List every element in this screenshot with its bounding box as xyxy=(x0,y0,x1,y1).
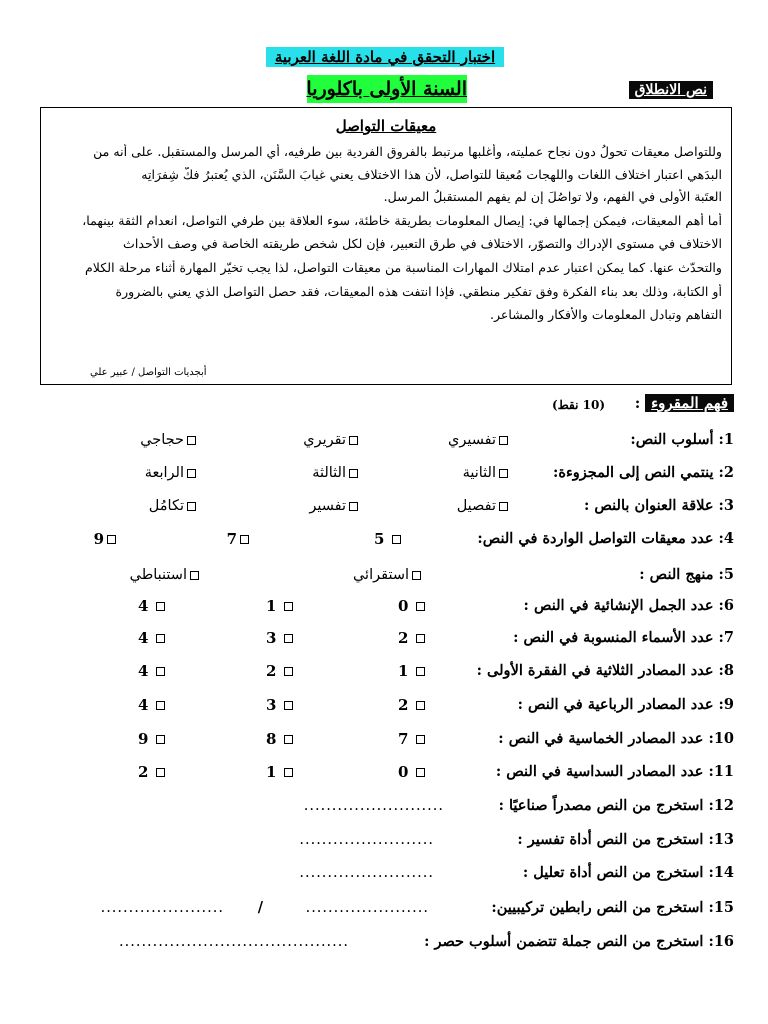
option[interactable]: 1 xyxy=(266,594,296,618)
option[interactable]: 2 xyxy=(138,760,168,784)
passage-line: البدَهي اعتبار اختلاف اللغات واللهجات مُعيقا للتواصل، لأن هذا الاختلاف يعني غيابَ السَّنَن، الذي يُعتبرُ فكَّ شِفرَاتِه xyxy=(141,167,722,182)
checkbox-icon[interactable] xyxy=(156,667,165,676)
question-row xyxy=(40,527,734,551)
checkbox-icon[interactable] xyxy=(156,768,165,777)
option[interactable]: الثانية xyxy=(463,461,511,485)
checkbox-icon[interactable] xyxy=(416,701,425,710)
question-row xyxy=(40,693,734,717)
checkbox-icon[interactable] xyxy=(416,667,425,676)
checkbox-icon[interactable] xyxy=(349,469,358,478)
option[interactable]: 3 xyxy=(266,626,296,650)
question-row xyxy=(40,563,734,587)
checkbox-icon[interactable] xyxy=(156,634,165,643)
option[interactable]: 5 xyxy=(374,527,404,551)
question-text: 7: عدد الأسماء المنسوبة في النص : xyxy=(513,629,734,646)
question-row xyxy=(40,828,734,852)
option[interactable]: 0 xyxy=(398,594,428,618)
option[interactable]: 9 xyxy=(138,727,168,751)
question-text: 6: عدد الجمل الإنشائية في النص : xyxy=(523,597,734,614)
passage-line: أما أهم المعيقات، فيمكن إجمالها في: إيصال المعلومات بطريقة خاطئة، سوء العلاقة بين طرفي التواصل، انعدام الثقة بينهما، xyxy=(82,213,722,228)
option[interactable]: الثالثة xyxy=(312,461,361,485)
option[interactable]: 2 xyxy=(398,626,428,650)
passage-line: وللتواصل معيقات تحولُ دون نجاح عمليته، وأغلبها مرتبط بالفروق الفردية بين طرفيه، أي المرسل والمستقبل. على أنه من xyxy=(93,144,722,159)
checkbox-icon[interactable] xyxy=(107,535,116,544)
class-title: السنة الأولى باكلوريا xyxy=(307,75,467,103)
question-row xyxy=(40,727,734,751)
question-row xyxy=(40,896,734,920)
checkbox-icon[interactable] xyxy=(284,768,293,777)
answer-blank[interactable]: ........................ xyxy=(299,865,434,881)
question-row xyxy=(40,461,734,485)
question-row xyxy=(40,626,734,650)
option[interactable]: استقرائي xyxy=(353,563,424,587)
checkbox-icon[interactable] xyxy=(156,602,165,611)
option[interactable]: 4 xyxy=(138,626,168,650)
option[interactable]: 1 xyxy=(398,659,428,683)
question-text: 5: منهج النص : xyxy=(639,566,734,583)
option[interactable]: حجاجي xyxy=(140,428,199,452)
checkbox-icon[interactable] xyxy=(416,735,425,744)
passage-line: التفاهم وتبادل المعلومات والأفكار والمشاعر. xyxy=(489,307,722,322)
checkbox-icon[interactable] xyxy=(240,535,249,544)
question-row xyxy=(40,760,734,784)
marks-label: (10 نقط) xyxy=(551,398,605,412)
question-text: 15: استخرج من النص رابطين تركيبيين: xyxy=(491,899,734,916)
answer-blank[interactable]: ...................... xyxy=(305,900,429,916)
question-text: 16: استخرج من النص جملة تتضمن أسلوب حصر : xyxy=(424,933,734,950)
checkbox-icon[interactable] xyxy=(499,469,508,478)
checkbox-icon[interactable] xyxy=(284,667,293,676)
question-text: 10: عدد المصادر الخماسية في النص : xyxy=(498,730,734,747)
question-text: 3: علاقة العنوان بالنص : xyxy=(584,497,734,514)
question-text: 12: استخرج من النص مصدراً صناعيًا : xyxy=(498,797,734,814)
checkbox-icon[interactable] xyxy=(349,502,358,511)
checkbox-icon[interactable] xyxy=(412,571,421,580)
answer-blank[interactable]: ...................... xyxy=(100,900,224,916)
checkbox-icon[interactable] xyxy=(284,602,293,611)
option[interactable]: تقريري xyxy=(303,428,361,452)
option[interactable]: تكامُل xyxy=(149,494,199,518)
option[interactable]: 3 xyxy=(266,693,296,717)
question-row xyxy=(40,594,734,618)
question-row xyxy=(40,930,734,954)
answer-blank[interactable]: ........................ xyxy=(299,832,434,848)
option[interactable]: استنباطي xyxy=(130,563,202,587)
checkbox-icon[interactable] xyxy=(499,436,508,445)
option[interactable]: تفسير xyxy=(309,494,361,518)
passage-line: أو الكتابة، وذلك بعد بناء الفكرة وفق تفكير منطقي. فإذا انتفت هذه المعيقات، فقد حصل التواصل الذي يعني بالضرورة xyxy=(115,284,722,299)
checkbox-icon[interactable] xyxy=(187,469,196,478)
checkbox-icon[interactable] xyxy=(416,602,425,611)
question-text: 13: استخرج من النص أداة تفسير : xyxy=(517,831,734,848)
checkbox-icon[interactable] xyxy=(284,634,293,643)
checkbox-icon[interactable] xyxy=(156,735,165,744)
passage-line: العتَبة الأولى في الفهم، ولا تواصُلَ إن لم يفهم المستقبلُ المرسل. xyxy=(383,189,722,204)
answer-blank[interactable]: ......................................... xyxy=(119,934,349,950)
option[interactable]: 7 xyxy=(227,527,252,551)
comprehension-colon: : xyxy=(634,394,641,412)
question-text: 14: استخرج من النص أداة تعليل : xyxy=(522,864,734,881)
checkbox-icon[interactable] xyxy=(416,768,425,777)
question-text: 2: ينتمي النص إلى المجزوءة: xyxy=(553,464,734,481)
option[interactable]: 2 xyxy=(398,693,428,717)
question-row xyxy=(40,794,734,818)
option[interactable]: 8 xyxy=(266,727,296,751)
option[interactable]: 7 xyxy=(398,727,428,751)
question-row xyxy=(40,861,734,885)
checkbox-icon[interactable] xyxy=(156,701,165,710)
option[interactable]: 4 xyxy=(138,693,168,717)
option[interactable]: 9 xyxy=(94,527,119,551)
option[interactable]: 2 xyxy=(266,659,296,683)
question-text: 9: عدد المصادر الرباعية في النص : xyxy=(517,696,734,713)
question-row xyxy=(40,659,734,683)
checkbox-icon[interactable] xyxy=(190,571,199,580)
section-label-start-text: نص الانطلاق xyxy=(629,81,713,99)
passage-line: والتحدّث عنها. كما يمكن اعتبار عدم امتلاك المهارات المناسبة من معيقات التواصل، لذا يجب تخيّر المهارة أثناء مرحلة الكلام xyxy=(84,260,722,275)
option[interactable]: تفصيل xyxy=(457,494,511,518)
comprehension-header xyxy=(635,393,734,413)
option[interactable]: تفسيري xyxy=(448,428,511,452)
option[interactable]: 0 xyxy=(398,760,428,784)
checkbox-icon[interactable] xyxy=(284,735,293,744)
question-text: 11: عدد المصادر السداسية في النص : xyxy=(495,763,734,780)
option[interactable]: الرابعة xyxy=(145,461,199,485)
checkbox-icon[interactable] xyxy=(349,436,358,445)
exam-title: اختبار التحقق في مادة اللغة العربية xyxy=(266,47,504,67)
option[interactable]: 4 xyxy=(138,594,168,618)
checkbox-icon[interactable] xyxy=(187,436,196,445)
question-row xyxy=(40,428,734,452)
checkbox-icon[interactable] xyxy=(416,634,425,643)
question-text: 1: أسلوب النص: xyxy=(630,431,734,448)
option[interactable]: 4 xyxy=(138,659,168,683)
passage-title: معيقات التواصل xyxy=(335,117,437,135)
checkbox-icon[interactable] xyxy=(284,701,293,710)
checkbox-icon[interactable] xyxy=(187,502,196,511)
passage-source: أبجديات التواصل / عبير علي xyxy=(90,367,207,378)
question-text: 4: عدد معيقات التواصل الواردة في النص: xyxy=(477,530,734,547)
checkbox-icon[interactable] xyxy=(499,502,508,511)
question-text: 8: عدد المصادر الثلاثية في الفقرة الأولى : xyxy=(476,662,734,679)
question-row xyxy=(40,494,734,518)
passage-line: الاختلاف في مستوى الإدراك والتصوّر، الاختلاف في طرق التعبير، فإن لكل شخص طريقته الخاصة في وصف الأحداث xyxy=(123,236,722,251)
option[interactable]: 1 xyxy=(266,760,296,784)
answer-blank[interactable]: ......................... xyxy=(303,798,444,814)
answer-separator: / xyxy=(257,899,264,916)
checkbox-icon[interactable] xyxy=(392,535,401,544)
section-label-comprehension: فهم المقروء xyxy=(645,394,734,412)
